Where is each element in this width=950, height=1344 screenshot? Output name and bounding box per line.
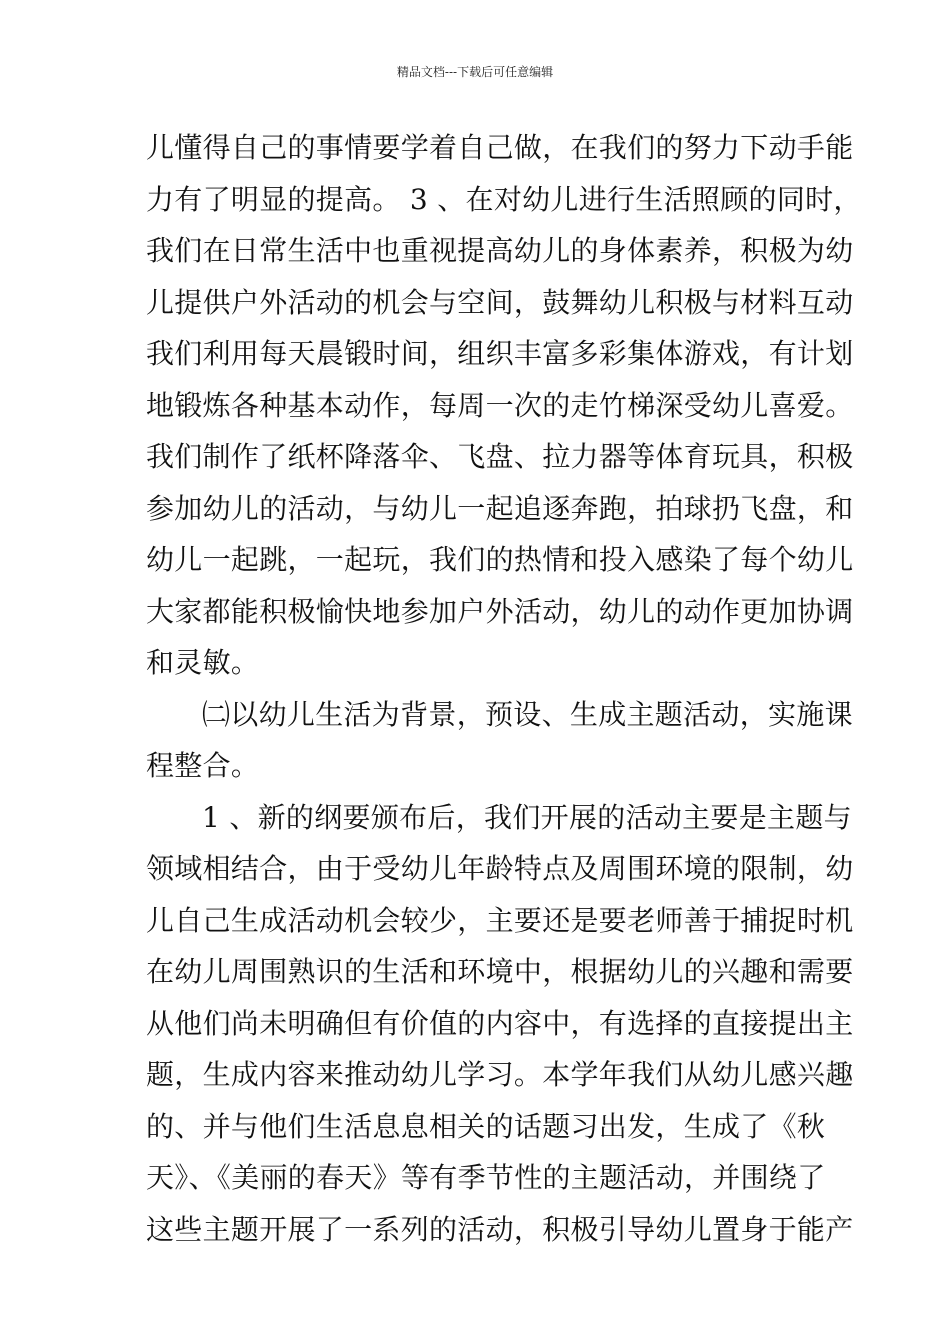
text-line: 地锻炼各种基本动作，每周一次的走竹梯深受幼儿喜爱。 <box>146 388 854 422</box>
text-line: 大家都能积极愉快地参加户外活动，幼儿的动作更加协调 <box>146 594 854 628</box>
text-line: 幼儿一起跳，一起玩，我们的热情和投入感染了每个幼儿 <box>146 543 854 576</box>
text-line: 的、并与他们生活息息相关的话题习出发，生成了《秋 <box>146 1109 826 1143</box>
text-line: 这些主题开展了一系列的活动，积极引导幼儿置身于能产 <box>146 1212 854 1246</box>
text-line: 参加幼儿的活动，与幼儿一起追逐奔跑，拍球扔飞盘，和 <box>146 491 854 525</box>
text-line: 儿懂得自己的事情要学着自己做，在我们的努力下动手能 <box>146 131 854 164</box>
text-line: 儿提供户外活动的机会与空间，鼓舞幼儿积极与材料互动 <box>146 285 854 319</box>
section-heading-line: ㈡以幼儿生活为背景，预设、生成主题活动，实施课 <box>202 697 853 731</box>
text-line: 我们在日常生活中也重视提高幼儿的身体素养，积极为幼 <box>146 234 854 267</box>
text-line: 题，生成内容来推动幼儿学习。本学年我们从幼儿感兴趣 <box>146 1058 854 1091</box>
section-heading-line: 程整合。 <box>146 749 260 782</box>
text-line: 我们利用每天晨锻时间，组织丰富多彩集体游戏，有计划 <box>146 337 854 370</box>
text-line: 从他们尚未明确但有价值的内容中，有选择的直接提出主 <box>146 1006 854 1040</box>
text-line: 力有了明显的提高。 3 、在对幼儿进行生活照顾的同时， <box>146 182 862 216</box>
text-line: 我们制作了纸杯降落伞、飞盘、拉力器等体育玩具，积极 <box>146 440 854 473</box>
text-line: 领域相结合，由于受幼儿年龄特点及周围环境的限制，幼 <box>146 852 854 885</box>
text-line: 儿自己生成活动机会较少，主要还是要老师善于捕捉时机 <box>146 903 854 937</box>
text-line: 和灵敏。 <box>146 646 260 679</box>
text-line: 在幼儿周围熟识的生活和环境中，根据幼儿的兴趣和需要 <box>146 955 854 988</box>
page-header: 精品文档---下载后可任意编辑 <box>396 65 554 79</box>
text-line: 天》、《美丽的春天》等有季节性的主题活动，并围绕了 <box>146 1161 826 1194</box>
document-body <box>146 122 862 1255</box>
text-line: 1 、新的纲要颁布后，我们开展的活动主要是主题与 <box>202 800 852 834</box>
